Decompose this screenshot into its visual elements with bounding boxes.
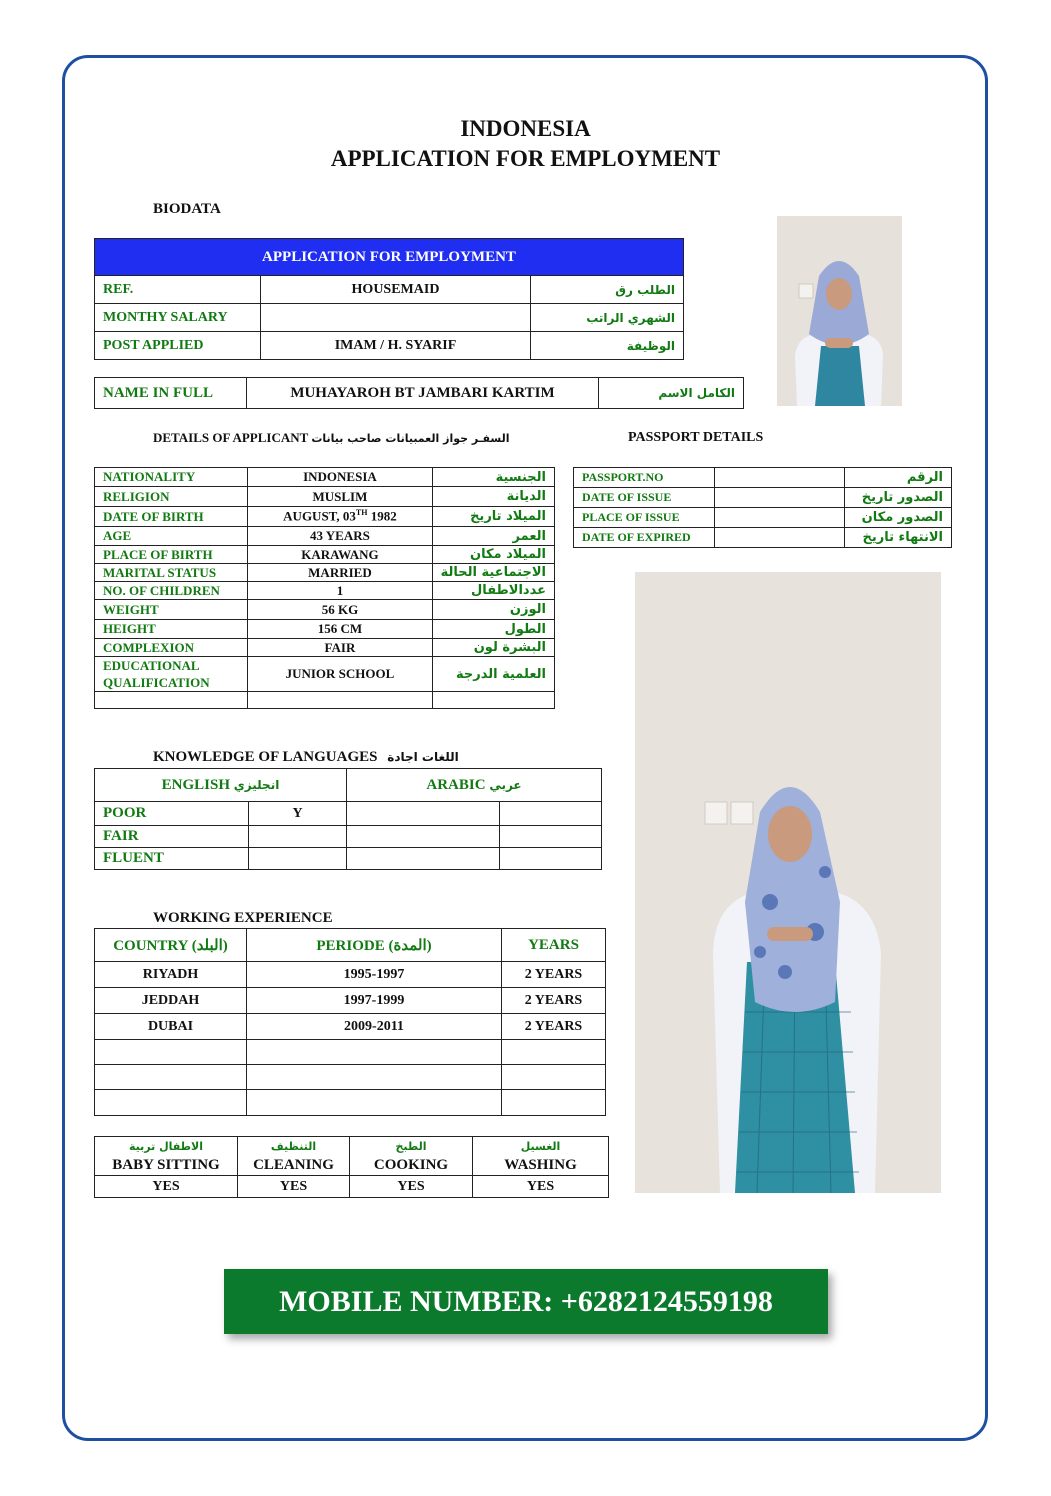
- application-table: [94, 238, 684, 360]
- table-row: [95, 1040, 606, 1065]
- languages-heading-text: KNOWLEDGE OF LANGUAGES: [153, 749, 378, 765]
- applicant-photo-large: [635, 572, 941, 1193]
- skill-baby-sitting: [95, 1137, 238, 1176]
- age-value: 43 YEARS: [248, 527, 432, 546]
- dob-value-year: 1982: [367, 508, 397, 524]
- exp-years: 2 YEARS: [502, 988, 606, 1014]
- lang-fluent-english: [249, 848, 347, 870]
- children-label: NO. OF CHILDREN: [95, 582, 248, 600]
- english-header-arabic: انجليزي: [233, 777, 280, 792]
- exp-country: RIYADH: [95, 962, 247, 988]
- age-arabic: العمر: [432, 527, 554, 546]
- complexion-value: FAIR: [248, 639, 432, 657]
- nationality-label: NATIONALITY: [95, 468, 248, 487]
- exp-years: 2 YEARS: [502, 962, 606, 988]
- table-row: [95, 507, 555, 527]
- country-title: INDONESIA: [460, 116, 591, 141]
- table-row: [95, 487, 555, 507]
- details-table: [94, 467, 555, 709]
- table-row: [95, 988, 606, 1014]
- ref-arabic: الطلب رق: [531, 276, 684, 304]
- table-row: [95, 1065, 606, 1090]
- table-row: [95, 600, 555, 620]
- table-row: [95, 1090, 606, 1116]
- skill-arabic: الطبخ: [395, 1140, 427, 1153]
- religion-label: RELIGION: [95, 487, 248, 507]
- lang-fair-arabic: [347, 826, 500, 848]
- salary-arabic: الشهري الراتب: [531, 304, 684, 332]
- pob-value: KARAWANG: [248, 546, 432, 564]
- table-row: [95, 639, 555, 657]
- table-row: [95, 962, 606, 988]
- table-row: [95, 620, 555, 639]
- exp-period: 1997-1999: [247, 988, 502, 1014]
- table-row: [574, 468, 952, 488]
- experience-table: [94, 928, 606, 1116]
- mobile-number-banner: MOBILE NUMBER: +6282124559198: [224, 1269, 828, 1334]
- table-row: [574, 528, 952, 548]
- issue-date-label: DATE OF ISSUE: [574, 488, 715, 508]
- passport-no-label: PASSPORT.NO: [574, 468, 715, 488]
- table-row: [95, 468, 555, 487]
- marital-value: MARRIED: [248, 564, 432, 582]
- table-row: [95, 276, 684, 304]
- issue-date-value: [715, 488, 845, 508]
- table-row: [574, 508, 952, 528]
- col-years: YEARS: [502, 929, 606, 962]
- skill-arabic: الاطفال تربية: [128, 1140, 203, 1153]
- skill-value: YES: [95, 1176, 238, 1198]
- english-header-text: ENGLISH: [161, 776, 231, 793]
- exp-years: 2 YEARS: [502, 1014, 606, 1040]
- skill-cooking: [350, 1137, 473, 1176]
- marital-label: MARITAL STATUS: [95, 564, 248, 582]
- dob-label: DATE OF BIRTH: [95, 507, 248, 527]
- post-value: IMAM / H. SYARIF: [261, 332, 531, 360]
- issue-date-arabic: الصدور تاريخ: [845, 488, 952, 508]
- education-arabic: العلمية الدرجة: [432, 657, 554, 692]
- skill-value: YES: [473, 1176, 609, 1198]
- arabic-header-text: ARABIC: [426, 776, 486, 793]
- details-heading-arabic: السفـر جواز العمبيانات صاحب بيانات: [311, 432, 510, 445]
- complexion-label: COMPLEXION: [95, 639, 248, 657]
- application-header: APPLICATION FOR EMPLOYMENT: [95, 239, 684, 276]
- ref-value: HOUSEMAID: [261, 276, 531, 304]
- lang-fluent-arabic: [347, 848, 500, 870]
- age-label: AGE: [95, 527, 248, 546]
- table-row: [95, 564, 555, 582]
- table-row: [95, 582, 555, 600]
- name-label: NAME IN FULL: [95, 378, 247, 409]
- children-value: 1: [248, 582, 432, 600]
- passport-no-arabic: الرقم: [845, 468, 952, 488]
- salary-label: MONTHY SALARY: [95, 304, 261, 332]
- nationality-arabic: الجنسية: [432, 468, 554, 487]
- skill-label: BABY SITTING: [112, 1157, 220, 1173]
- lang-fair-english: [249, 826, 347, 848]
- table-row: [95, 527, 555, 546]
- table-row: [95, 304, 684, 332]
- exp-period: 1995-1997: [247, 962, 502, 988]
- col-country: COUNTRY (البلد): [95, 929, 247, 962]
- details-heading-text: DETAILS OF APPLICANT: [153, 430, 309, 445]
- issue-place-arabic: الصدور مكان: [845, 508, 952, 528]
- marital-arabic: الاجتماعية الحالة: [432, 564, 554, 582]
- passport-heading: PASSPORT DETAILS: [628, 430, 764, 445]
- languages-heading-arabic: اللغات اجادة: [387, 750, 459, 764]
- post-label: POST APPLIED: [95, 332, 261, 360]
- pob-arabic: الميلاد مكان: [432, 546, 554, 564]
- col-period: PERIODE (المدة): [247, 929, 502, 962]
- weight-arabic: الوزن: [432, 600, 554, 620]
- religion-value: MUSLIM: [248, 487, 432, 507]
- issue-place-label: PLACE OF ISSUE: [574, 508, 715, 528]
- religion-arabic: الديانة: [432, 487, 554, 507]
- expiry-arabic: الانتهاء تاريخ: [845, 528, 952, 548]
- skill-washing: [473, 1137, 609, 1176]
- skills-table: [94, 1136, 609, 1198]
- languages-heading: [153, 749, 459, 766]
- children-arabic: عددالاطفال: [432, 582, 554, 600]
- name-arabic: الكامل الاسم: [599, 378, 744, 409]
- nationality-value: INDONESIA: [248, 468, 432, 487]
- table-row: [95, 1176, 609, 1198]
- expiry-value: [715, 528, 845, 548]
- skill-label: WASHING: [504, 1157, 577, 1173]
- weight-value: 56 KG: [248, 600, 432, 620]
- lang-poor-english: Y: [249, 802, 347, 826]
- issue-place-value: [715, 508, 845, 528]
- table-row: [95, 826, 602, 848]
- lang-level-poor: POOR: [95, 802, 249, 826]
- page-title: APPLICATION FOR EMPLOYMENT: [330, 146, 721, 171]
- table-row: [95, 848, 602, 870]
- passport-no-value: [715, 468, 845, 488]
- table-row: [95, 1014, 606, 1040]
- table-row: [95, 802, 602, 826]
- pob-label: PLACE OF BIRTH: [95, 546, 248, 564]
- passport-table: [573, 467, 952, 548]
- table-row: [95, 332, 684, 360]
- name-table: [94, 377, 744, 409]
- expiry-label: DATE OF EXPIRED: [574, 528, 715, 548]
- experience-heading: WORKING EXPERIENCE: [153, 910, 333, 926]
- salary-value: [261, 304, 531, 332]
- education-label: EDUCATIONAL QUALIFICATION: [95, 657, 248, 692]
- height-value: 156 CM: [248, 620, 432, 639]
- arabic-header-arabic: عربي: [489, 777, 522, 792]
- exp-country: JEDDAH: [95, 988, 247, 1014]
- languages-table: [94, 768, 602, 870]
- complexion-arabic: البشرة لون: [432, 639, 554, 657]
- name-value: MUHAYAROH BT JAMBARI KARTIM: [247, 378, 599, 409]
- table-row: [95, 657, 555, 692]
- weight-label: WEIGHT: [95, 600, 248, 620]
- skill-label: COOKING: [373, 1157, 449, 1173]
- height-label: HEIGHT: [95, 620, 248, 639]
- dob-value-main: AUGUST, 03: [283, 508, 356, 524]
- english-header: [95, 769, 347, 802]
- dob-value-sup: TH: [355, 508, 368, 518]
- details-heading: [153, 430, 510, 446]
- dob-value: [248, 507, 432, 527]
- ref-label: REF.: [95, 276, 261, 304]
- biodata-label: BIODATA: [153, 201, 221, 217]
- applicant-photo-small: [777, 216, 902, 406]
- skill-cleaning: [238, 1137, 350, 1176]
- arabic-header: [347, 769, 602, 802]
- exp-country: DUBAI: [95, 1014, 247, 1040]
- lang-poor-arabic: [347, 802, 500, 826]
- table-row: [95, 692, 555, 709]
- skill-arabic: الغسيل: [520, 1140, 561, 1153]
- lang-level-fluent: FLUENT: [95, 848, 249, 870]
- skill-label: CLEANING: [253, 1157, 334, 1173]
- skill-value: YES: [350, 1176, 473, 1198]
- exp-period: 2009-2011: [247, 1014, 502, 1040]
- post-arabic: الوظيفة: [531, 332, 684, 360]
- skill-arabic: التنظيف: [270, 1140, 317, 1153]
- table-row: [95, 546, 555, 564]
- skill-value: YES: [238, 1176, 350, 1198]
- table-row: [574, 488, 952, 508]
- education-value: JUNIOR SCHOOL: [248, 657, 432, 692]
- lang-level-fair: FAIR: [95, 826, 249, 848]
- dob-arabic: الميلاد تاريخ: [432, 507, 554, 527]
- height-arabic: الطول: [432, 620, 554, 639]
